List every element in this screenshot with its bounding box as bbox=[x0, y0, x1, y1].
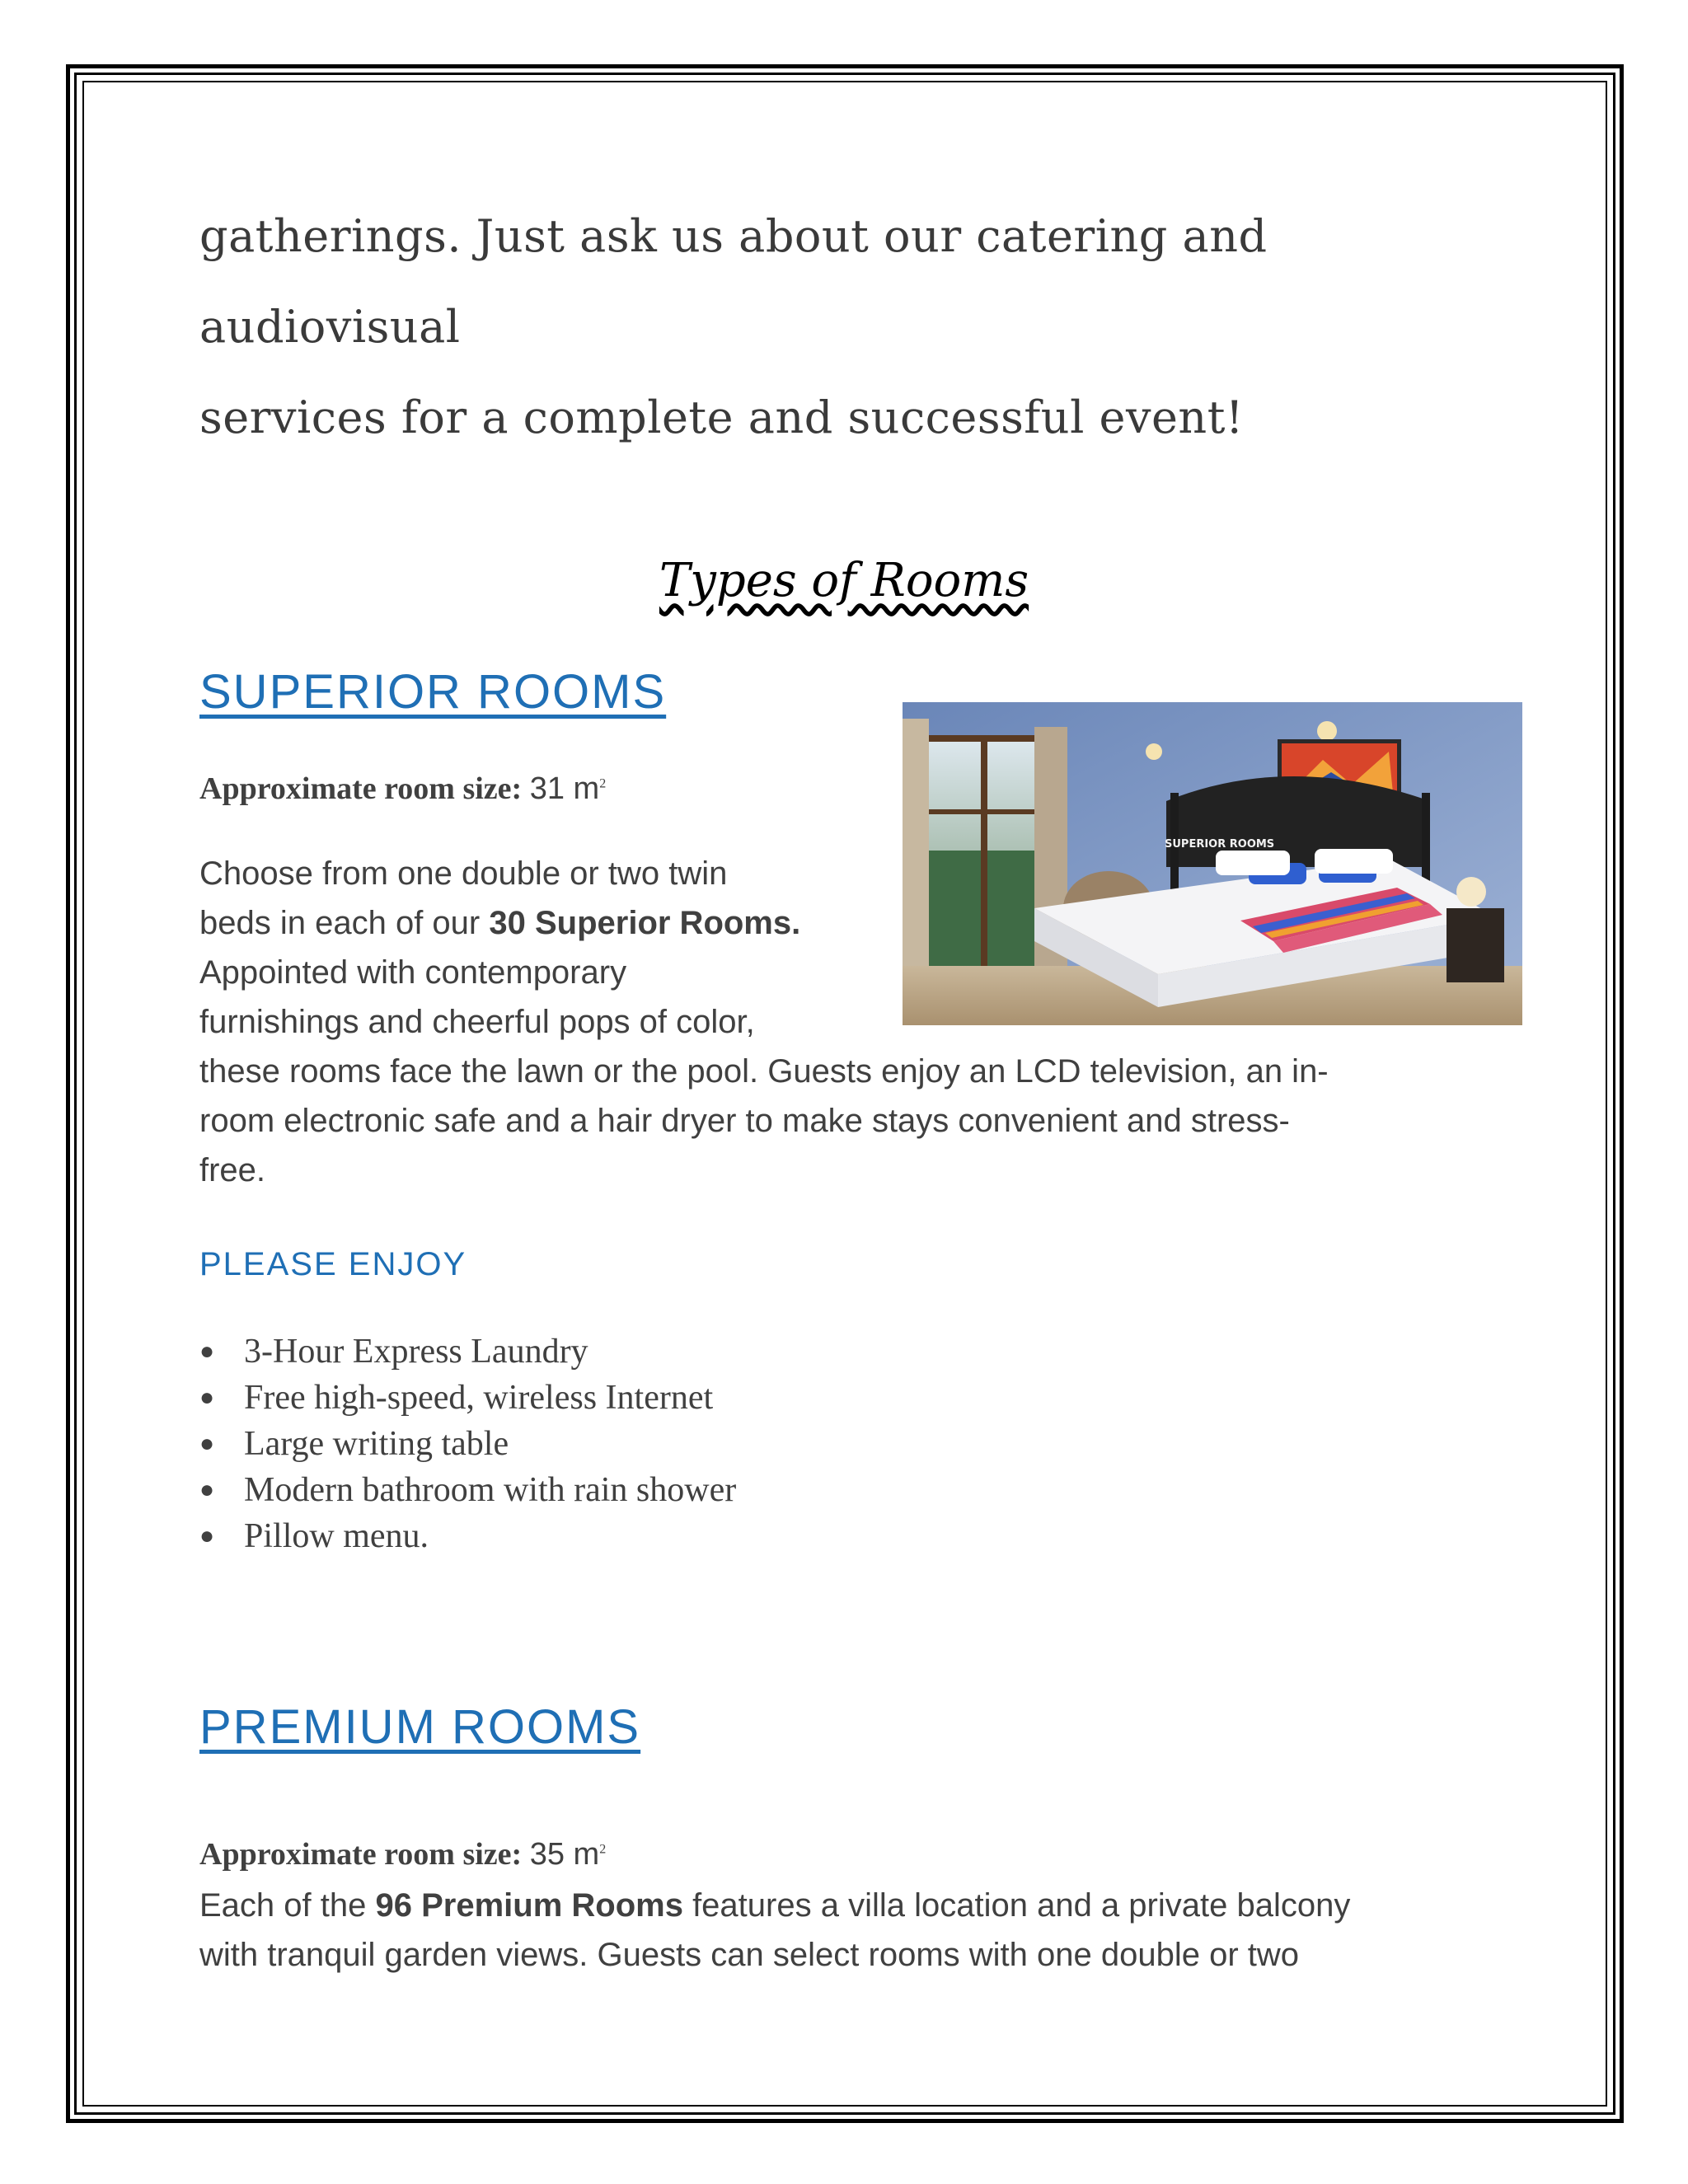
description-line: room electronic safe and a hair dryer to make stays convenient and stress- bbox=[199, 1103, 1290, 1139]
amenity-text: Pillow menu. bbox=[244, 1517, 429, 1555]
superior-room-photo bbox=[903, 702, 1522, 1025]
amenity-item bbox=[199, 1375, 736, 1421]
photo-caption: SUPERIOR ROOMS bbox=[1165, 838, 1275, 851]
room-size-label: Approximate room size: bbox=[199, 771, 523, 806]
premium-description bbox=[199, 1881, 1350, 1980]
amenity-text: Free high-speed, wireless Internet bbox=[244, 1379, 714, 1417]
bullet-icon: ● bbox=[199, 1384, 215, 1411]
description-line: with tranquil garden views. Guests can select rooms with one double or two bbox=[199, 1937, 1300, 1973]
intro-paragraph bbox=[199, 191, 1452, 463]
please-enjoy-heading: PLEASE ENJOY bbox=[199, 1246, 467, 1282]
description-line: free. bbox=[199, 1152, 266, 1188]
room-size-unit: 2 bbox=[599, 1842, 607, 1857]
amenity-text: Modern bathroom with rain shower bbox=[244, 1471, 737, 1509]
description-text: beds in each of our bbox=[199, 905, 490, 941]
premium-room-size bbox=[199, 1836, 606, 1872]
amenity-item bbox=[199, 1467, 736, 1513]
description-line: Appointed with contemporary bbox=[199, 954, 627, 991]
intro-line: gatherings. Just ask us about our catering and audiovisual bbox=[199, 210, 1268, 353]
premium-rooms-heading: PREMIUM ROOMS bbox=[199, 1700, 641, 1754]
bullet-icon: ● bbox=[199, 1430, 215, 1457]
amenities-list bbox=[199, 1329, 736, 1559]
amenity-item bbox=[199, 1513, 736, 1559]
room-size-unit: 2 bbox=[599, 776, 607, 791]
room-size-value: 35 m bbox=[529, 1837, 600, 1872]
premium-count: 96 Premium Rooms bbox=[375, 1887, 683, 1924]
bullet-icon: ● bbox=[199, 1338, 215, 1365]
amenity-item bbox=[199, 1329, 736, 1375]
superior-rooms-heading: SUPERIOR ROOMS bbox=[199, 665, 667, 719]
room-size-label: Approximate room size: bbox=[199, 1837, 523, 1872]
description-line: furnishings and cheerful pops of color, bbox=[199, 1004, 755, 1040]
superior-count: 30 Superior Rooms. bbox=[489, 905, 801, 941]
section-title: Types of Rooms bbox=[659, 554, 1029, 607]
amenity-item bbox=[199, 1421, 736, 1467]
amenity-text: 3-Hour Express Laundry bbox=[244, 1333, 588, 1371]
intro-line: services for a complete and successful event! bbox=[199, 391, 1245, 443]
superior-room-size bbox=[199, 771, 606, 807]
bullet-icon: ● bbox=[199, 1522, 215, 1549]
room-size-value: 31 m bbox=[529, 771, 600, 806]
description-line bbox=[199, 1881, 1350, 1930]
description-text: Each of the bbox=[199, 1887, 376, 1924]
description-text: features a villa location and a private balcony bbox=[682, 1887, 1351, 1924]
amenity-text: Large writing table bbox=[244, 1425, 509, 1463]
bullet-icon: ● bbox=[199, 1476, 215, 1503]
description-line: Choose from one double or two twin bbox=[199, 855, 728, 892]
description-line: these rooms face the lawn or the pool. Guests enjoy an LCD television, an in- bbox=[199, 1053, 1329, 1090]
